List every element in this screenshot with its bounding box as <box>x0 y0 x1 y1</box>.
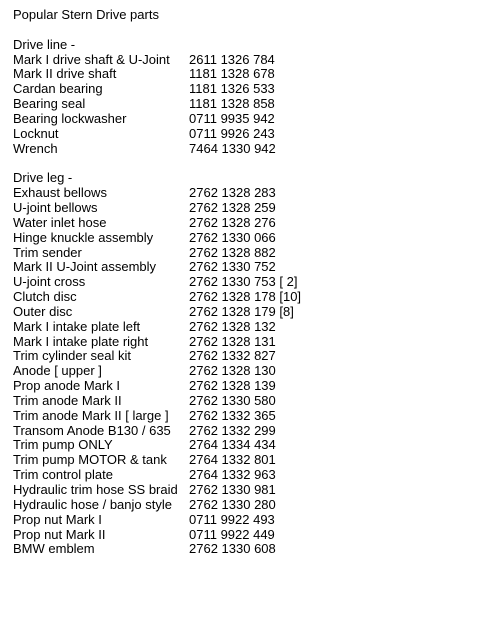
part-name: Trim pump MOTOR & tank <box>13 452 167 468</box>
section-heading: Drive line - <box>13 36 76 52</box>
part-name: Bearing seal <box>13 96 86 112</box>
part-number: 2762 1328 139 <box>189 378 276 394</box>
part-number: 2764 1332 963 <box>189 467 276 483</box>
part-number: 0711 9926 243 <box>189 125 275 141</box>
part-name: Bearing lockwasher <box>13 110 127 126</box>
part-row <box>13 216 495 231</box>
part-row <box>13 97 495 112</box>
part-number: 0711 9922 493 <box>189 511 275 527</box>
part-number: 2762 1328 259 <box>189 199 276 215</box>
part-row <box>13 186 495 201</box>
part-row <box>13 142 495 157</box>
part-name: Clutch disc <box>13 289 77 305</box>
part-number: 2762 1328 179 [8] <box>189 303 294 319</box>
part-row <box>13 231 495 246</box>
part-name: Transom Anode B130 / 635 <box>13 422 171 438</box>
part-name: Hydraulic trim hose SS braid <box>13 482 178 497</box>
part-name: Hydraulic hose / banjo style <box>13 496 172 512</box>
section-drive-leg <box>13 171 495 557</box>
part-number: 2762 1328 283 <box>189 185 276 201</box>
part-number: 0711 9922 449 <box>189 526 275 542</box>
spacer <box>13 23 495 38</box>
parts-list <box>13 186 495 557</box>
part-name: Prop nut Mark I <box>13 511 102 527</box>
part-number: 2762 1330 280 <box>189 496 276 512</box>
part-name: BMW emblem <box>13 541 95 557</box>
part-row <box>13 67 495 82</box>
section-heading: Drive leg - <box>13 170 73 186</box>
part-number: 1181 1328 678 <box>189 66 275 82</box>
part-name: Mark I intake plate right <box>13 333 149 349</box>
part-name: Trim anode Mark II [ large ] <box>13 407 169 423</box>
part-row <box>13 438 495 453</box>
part-name: Mark I drive shaft & U-Joint <box>13 51 170 67</box>
part-name: Hinge knuckle assembly <box>13 229 154 245</box>
part-number: 2762 1330 608 <box>189 541 276 557</box>
part-name: Mark II U-Joint assembly <box>13 259 157 275</box>
part-number: 2611 1326 784 <box>189 51 275 67</box>
part-row <box>13 513 495 528</box>
part-name: Mark I intake plate left <box>13 318 141 334</box>
part-name: U-joint bellows <box>13 199 98 215</box>
part-row <box>13 498 495 513</box>
part-number: 2764 1332 801 <box>189 452 276 468</box>
part-number: 2762 1330 066 <box>189 229 276 245</box>
part-name: Exhaust bellows <box>13 185 107 201</box>
part-name: Locknut <box>13 125 59 141</box>
part-row <box>13 260 495 275</box>
part-name: Trim anode Mark II <box>13 392 122 408</box>
part-name: Water inlet hose <box>13 214 107 230</box>
part-row <box>13 112 495 127</box>
part-name: Anode [ upper ] <box>13 363 102 379</box>
part-row <box>13 468 495 483</box>
part-name: Trim pump ONLY <box>13 437 113 453</box>
part-number: 2762 1330 981 <box>189 482 276 497</box>
part-name: Wrench <box>13 140 58 156</box>
part-name: Trim control plate <box>13 467 113 483</box>
spacer <box>13 156 495 171</box>
part-row <box>13 453 495 468</box>
part-number: 2764 1334 434 <box>189 437 276 453</box>
part-row <box>13 201 495 216</box>
part-row <box>13 379 495 394</box>
part-row <box>13 394 495 409</box>
part-number: 2762 1328 131 <box>189 333 276 349</box>
part-name: U-joint cross <box>13 274 86 290</box>
part-row <box>13 542 495 557</box>
part-name: Prop nut Mark II <box>13 526 106 542</box>
part-name: Trim sender <box>13 244 82 260</box>
part-name: Prop anode Mark I <box>13 378 120 394</box>
part-row <box>13 320 495 335</box>
parts-list <box>13 53 495 157</box>
part-number: 2762 1330 752 <box>189 259 276 275</box>
part-row <box>13 305 495 320</box>
part-name: Outer disc <box>13 303 73 319</box>
part-row <box>13 409 495 424</box>
part-number: 2762 1332 365 <box>189 407 276 423</box>
part-number: 2762 1328 178 [10] <box>189 289 302 305</box>
part-number: 2762 1330 580 <box>189 392 276 408</box>
part-number: 2762 1328 132 <box>189 318 276 334</box>
part-number: 2762 1332 827 <box>189 348 276 364</box>
part-number: 7464 1330 942 <box>189 140 276 156</box>
part-number: 2762 1332 299 <box>189 422 276 438</box>
part-number: 2762 1328 130 <box>189 363 276 379</box>
part-row <box>13 82 495 97</box>
document-title: Popular Stern Drive parts <box>13 7 159 22</box>
section-drive-line <box>13 38 495 157</box>
part-row <box>13 127 495 142</box>
part-row <box>13 528 495 543</box>
part-row <box>13 53 495 68</box>
part-row <box>13 246 495 261</box>
part-row <box>13 424 495 439</box>
part-row <box>13 364 495 379</box>
part-number: 0711 9935 942 <box>189 110 275 126</box>
part-row <box>13 483 495 498</box>
part-number: 1181 1326 533 <box>189 81 275 97</box>
part-row <box>13 349 495 364</box>
part-row <box>13 275 495 290</box>
part-name: Mark II drive shaft <box>13 66 117 82</box>
part-row <box>13 290 495 305</box>
part-number: 2762 1328 882 <box>189 244 276 260</box>
part-name: Trim cylinder seal kit <box>13 348 131 364</box>
part-row <box>13 335 495 350</box>
part-name: Cardan bearing <box>13 81 103 97</box>
part-number: 1181 1328 858 <box>189 96 275 112</box>
part-number: 2762 1328 276 <box>189 214 276 230</box>
part-number: 2762 1330 753 [ 2] <box>189 274 298 290</box>
